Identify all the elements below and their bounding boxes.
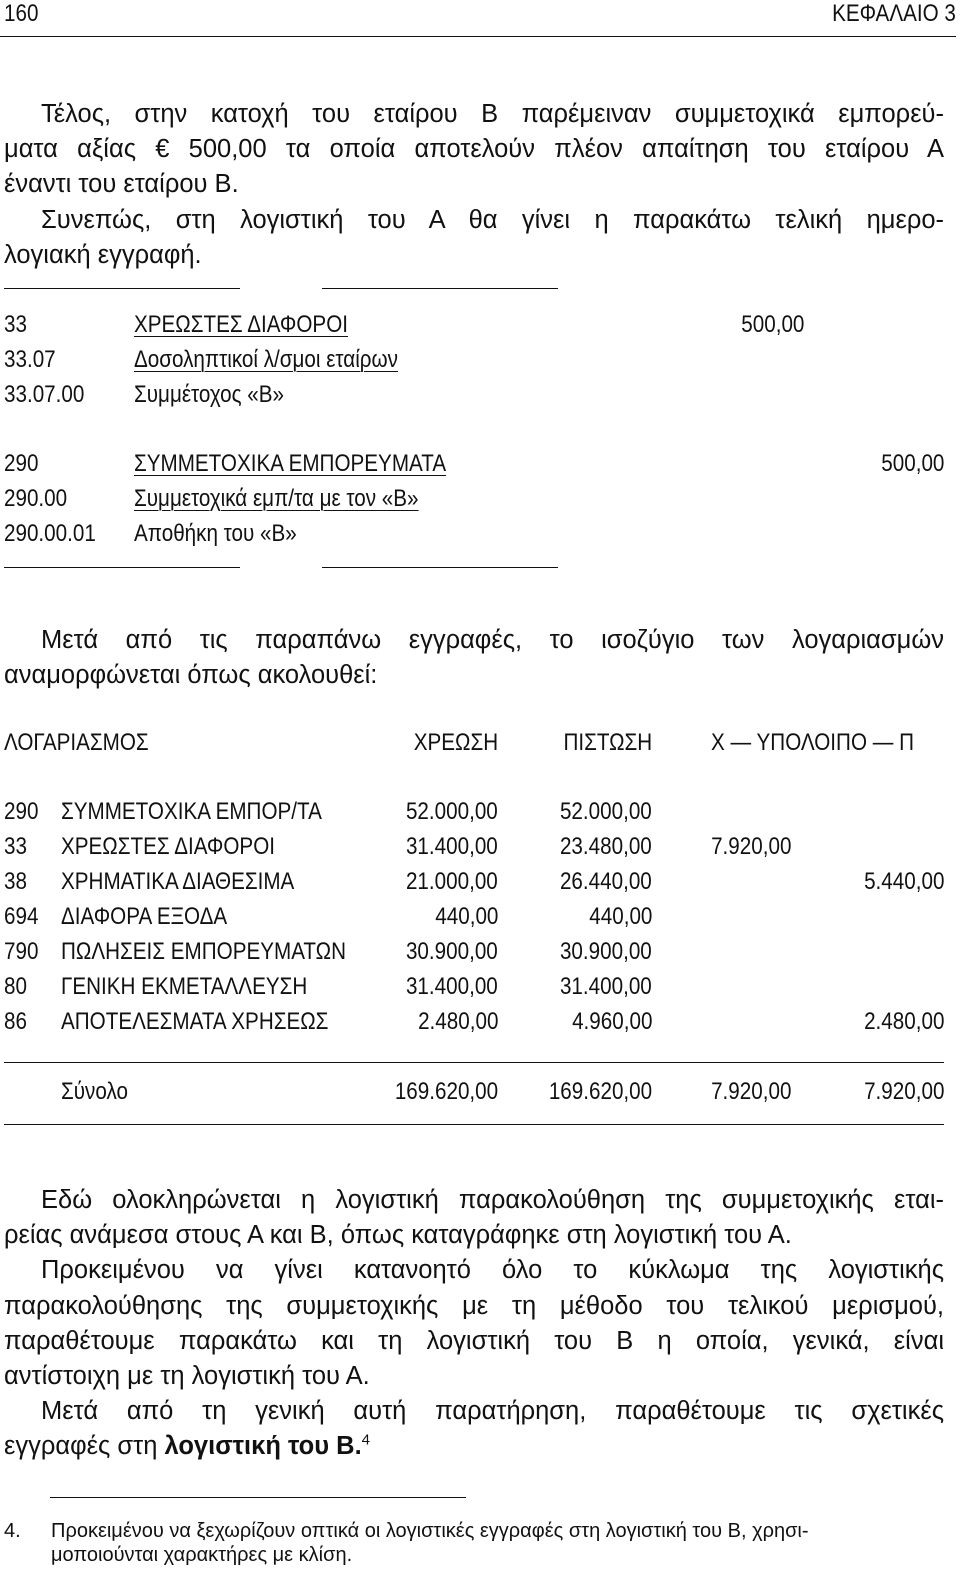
table-row [4, 973, 944, 1007]
journal-row [4, 381, 944, 415]
account-name: ΧΡΗΜΑΤΙΚΑ ΔΙΑΘΕΣΙΜΑ [61, 868, 295, 895]
account-code: 694 [4, 903, 39, 930]
total-balance-debit: 7.920,00 [710, 1078, 791, 1105]
conclusion-line: Εδώ ολοκληρώνεται η λογιστική παρακολούθηση της συμμετοχικής εται- [41, 1186, 944, 1214]
account-code: 790 [4, 938, 39, 965]
transition-paragraph [4, 623, 944, 693]
intro-paragraph [4, 97, 944, 273]
entry-rule-left [4, 288, 240, 289]
transition-line: αναμορφώνεται όπως ακολουθεί: [4, 661, 378, 690]
entry-rule-left [4, 567, 240, 568]
account-code: 290 [4, 798, 39, 825]
account-code: 33.07 [4, 346, 56, 373]
account-code: 33 [4, 833, 27, 860]
table-row [4, 903, 944, 937]
credit-amount: 26.440,00 [560, 868, 652, 895]
total-credit: 169.620,00 [548, 1078, 652, 1105]
footnote-number: 4. [4, 1520, 21, 1542]
debit-amount: 2.480,00 [417, 1008, 498, 1035]
balance-credit: 2.480,00 [863, 1008, 944, 1035]
conclusion-line: ρείας ανάμεσα στους Α και Β, όπως καταγράφηκε στη λογιστική του Α. [4, 1221, 792, 1250]
footnote [4, 1519, 944, 1569]
account-name: ΧΡΕΩΣΤΕΣ ΔΙΑΦΟΡΟΙ [61, 833, 275, 860]
entry-rule-right [322, 288, 558, 289]
table-row [4, 1008, 944, 1042]
footnote-rule [50, 1497, 466, 1498]
account-name: Συμμετοχικά εμπ/τα με τον «Β» [134, 485, 419, 512]
account-name: ΠΩΛΗΣΕΙΣ ΕΜΠΟΡΕΥΜΑΤΩΝ [61, 938, 347, 965]
debit-amount: 30.900,00 [406, 938, 498, 965]
credit-amount: 31.400,00 [560, 973, 652, 1000]
journal-row [4, 450, 944, 484]
credit-amount: 500,00 [880, 450, 944, 477]
account-name: ΣΥΜΜΕΤΟΧΙΚΑ ΕΜΠΟΡ/ΤΑ [61, 798, 322, 825]
conclusion-last-line [4, 1429, 944, 1464]
total-label: Σύνολο [61, 1078, 128, 1105]
conclusion-line: αντίστοιχη με τη λογιστική του Α. [4, 1361, 370, 1390]
page-number: 160 [4, 0, 39, 27]
header-account: ΛΟΓΑΡΙΑΣΜΟΣ [4, 729, 149, 756]
intro-line: έναντι του εταίρου Β. [4, 170, 239, 199]
credit-amount: 30.900,00 [560, 938, 652, 965]
table-row [4, 938, 944, 972]
footnote-ref: 4 [361, 1431, 371, 1449]
total-rule-bottom [4, 1124, 944, 1125]
account-name: Συμμέτοχος «Β» [134, 381, 284, 408]
account-code: 86 [4, 1008, 27, 1035]
journal-row [4, 311, 944, 345]
account-name: Αποθήκη του «Β» [134, 520, 297, 547]
debit-amount: 31.400,00 [406, 833, 498, 860]
account-code: 290.00.01 [4, 520, 96, 547]
account-code: 38 [4, 868, 27, 895]
total-rule-top [4, 1062, 944, 1063]
footnote-line: Προκειμένου να ξεχωρίζουν οπτικά οι λογιστικές εγγραφές στη λογιστική του Β, χρησι- [51, 1520, 809, 1542]
account-name: ΣΥΜΜΕΤΟΧΙΚΑ ΕΜΠΟΡΕΥΜΑΤΑ [134, 450, 447, 477]
balance-credit: 5.440,00 [863, 868, 944, 895]
debit-amount: 21.000,00 [406, 868, 498, 895]
intro-line: λογιακή εγγραφή. [4, 240, 202, 269]
conclusion-line: παρακολούθησης της συμμετοχικής με τη μέθοδο του τελικού μερισμού, [4, 1291, 944, 1320]
account-code: 80 [4, 973, 27, 1000]
conclusion-line: παραθέτουμε παρακάτω και τη λογιστική του Β η οποία, γενικά, είναι [4, 1326, 944, 1355]
debit-amount: 500,00 [740, 311, 804, 338]
intro-line: Συνεπώς, στη λογιστική του Α θα γίνει η παρακάτω τελική ημερο- [41, 205, 944, 234]
conclusion-text: εγγραφές στη [4, 1432, 165, 1461]
account-name: ΓΕΝΙΚΗ ΕΚΜΕΤΑΛΛΕΥΣΗ [61, 973, 308, 1000]
account-code: 290 [4, 450, 39, 477]
table-row [4, 868, 944, 902]
debit-amount: 440,00 [434, 903, 498, 930]
total-balance-credit: 7.920,00 [863, 1078, 944, 1105]
account-name: ΔΙΑΦΟΡΑ ΕΞΟΔΑ [61, 903, 228, 930]
entry-rule-right [322, 567, 558, 568]
credit-amount: 440,00 [588, 903, 652, 930]
header-rule [0, 36, 956, 37]
credit-amount: 52.000,00 [560, 798, 652, 825]
account-code: 33 [4, 311, 27, 338]
trial-balance-header [4, 729, 944, 763]
journal-row [4, 520, 944, 554]
total-debit: 169.620,00 [394, 1078, 498, 1105]
header-credit: ΠΙΣΤΩΣΗ [563, 729, 652, 756]
intro-line: ματα αξίας € 500,00 τα οποία αποτελούν πλέον απαίτηση του εταίρου Α [4, 135, 944, 164]
account-code: 290.00 [4, 485, 68, 512]
account-name: ΑΠΟΤΕΛΕΣΜΑΤΑ ΧΡΗΣΕΩΣ [61, 1008, 329, 1035]
chapter-title: ΚΕΦΑΛΑΙΟ 3 [832, 0, 956, 27]
debit-amount: 52.000,00 [406, 798, 498, 825]
conclusion-line: Προκειμένου να γίνει κατανοητό όλο το κύκλωμα της λογιστικής [41, 1256, 944, 1285]
debit-amount: 31.400,00 [406, 973, 498, 1000]
table-row [4, 833, 944, 867]
footnote-line: μοποιούνται χαρακτήρες με κλίση. [51, 1544, 353, 1566]
journal-row [4, 346, 944, 380]
journal-row [4, 485, 944, 519]
conclusion-line: Μετά από τη γενική αυτή παρατήρηση, παραθέτουμε τις σχετικές [41, 1397, 944, 1426]
account-name: ΧΡΕΩΣΤΕΣ ΔΙΑΦΟΡΟΙ [134, 311, 348, 338]
total-row [4, 1078, 944, 1112]
intro-line: Τέλος, στην κατοχή του εταίρου Β παρέμειναν συμμετοχικά εμπορεύ- [41, 100, 944, 128]
transition-line: Μετά από τις παραπάνω εγγραφές, το ισοζύγιο των λογαριασμών [41, 626, 944, 654]
table-row [4, 798, 944, 832]
header-debit: ΧΡΕΩΣΗ [413, 729, 498, 756]
account-code: 33.07.00 [4, 381, 85, 408]
credit-amount: 4.960,00 [571, 1008, 652, 1035]
footnote-text [51, 1519, 944, 1567]
bold-text: λογιστική του Β. [164, 1432, 362, 1461]
credit-amount: 23.480,00 [560, 833, 652, 860]
balance-debit: 7.920,00 [710, 833, 791, 860]
account-name: Δοσοληπτικοί λ/σμοι εταίρων [134, 346, 398, 373]
header-balance: Χ — ΥΠΟΛΟΙΠΟ — Π [711, 729, 914, 756]
conclusion-paragraph [4, 1183, 944, 1465]
